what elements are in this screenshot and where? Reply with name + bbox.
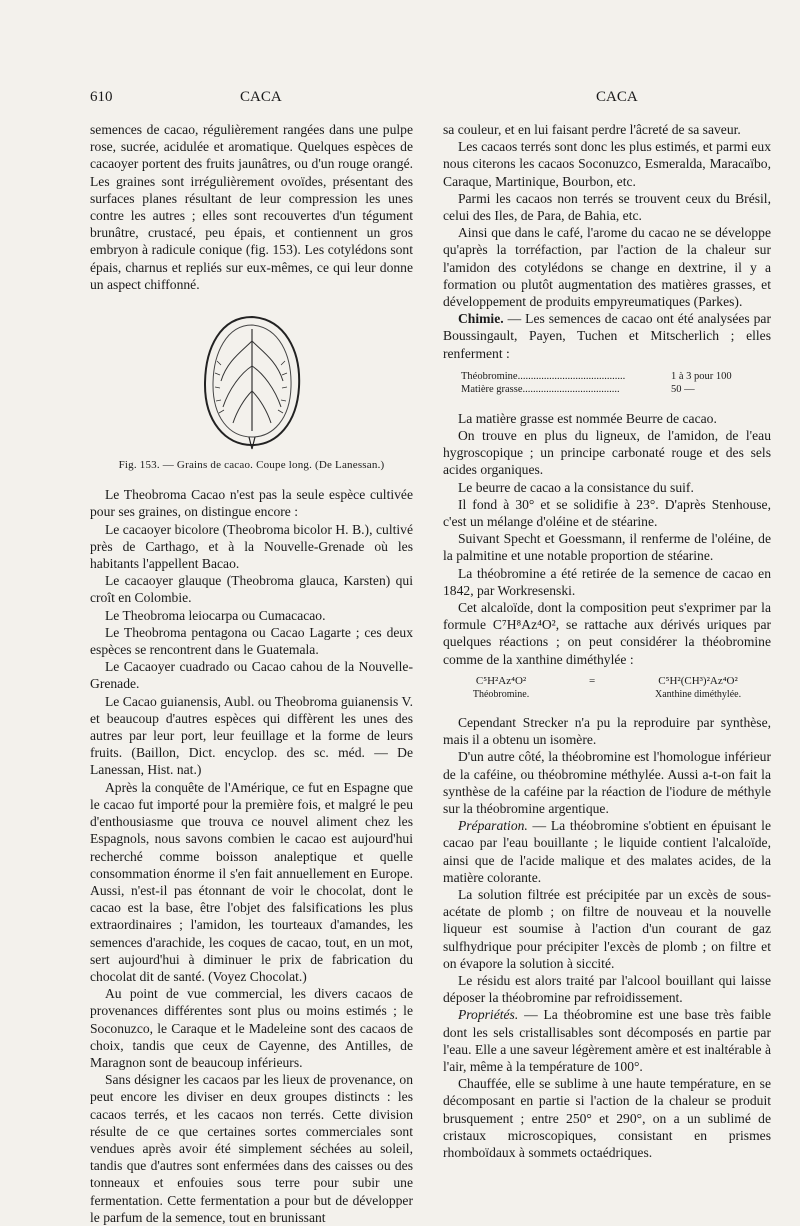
paragraph: Après la conquête de l'Amérique, ce fut en Espagne que le cacao fut importé pour la première fois, et malgré le peu d'enthousiasme que trouva ce nouvel aliment chez les Espagnols, nous savons combien le cacao est aujourd'hui recherché comme boisson analeptique et quelle consommation énorme il s'en fait annuellement en Europe. Aussi, n'est-il pas étonnant de voir le chocolat, dont le cacao est la base, être l'objet des falsifications les plus extraordinaires ; l'amidon, les tourteaux d'amandes, les semences d'arachide, les coques de cacao, tout, en un mot, sert aujourd'hui à diminuer le prix de fabrication du chocolat dit de santé. (Voyez Chocolat.) bbox=[90, 779, 413, 984]
paragraph: Cet alcaloïde, dont la composition peut s'exprimer par la formule C⁷H⁸Az⁴O², se rattache aux dérivés uriques par quelques réactions ; on peut considérer la théobromine comme de la xanthine diméthylée : bbox=[443, 600, 771, 667]
paragraph: Le résidu est alors traité par l'alcool bouillant qui laisse déposer la théobromine par refroidissement. bbox=[443, 972, 771, 1006]
paragraph: Au point de vue commercial, les divers cacaos de provenances différentes sont plus ou moins estimés ; le Soconuzco, le Caraque et le Madeleine sont des cacaos de choix, tandis que ceux de Cayenne, des Antilles, de Maragnon sont de beaucoup inférieurs. bbox=[90, 986, 413, 1070]
paragraph: La matière grasse est nommée Beurre de cacao. bbox=[457, 410, 717, 426]
paragraph: On trouve en plus du ligneux, de l'amidon, de l'eau hygroscopique ; un principe carbonaté rouge et des sels acides organiques. bbox=[443, 428, 771, 478]
paragraph: Le cacaoyer glauque (Theobroma glauca, Karsten) qui croît en Colombie. bbox=[90, 573, 413, 606]
paragraph: La solution filtrée est précipitée par un excès de sous-acétate de plomb ; on filtre de nouveau et la nouvelle liqueur est soumise à l'action d'un courant de gaz sulfhydrique pour précipiter l'excès de plomb ; on filtre et on évapore la solution à siccité. bbox=[443, 886, 771, 971]
right-column bbox=[443, 121, 771, 1161]
paragraph: Préparation. — La théobromine s'obtient en épuisant le cacao par l'eau bouillante ; le liquide contient l'alcaloïde, ainsi que de l'acide malique et des malates acides, de la matière colorante. bbox=[443, 818, 771, 885]
figure-caption: Fig. 153. — Grains de cacao. Coupe long. (De Lanessan.) bbox=[118, 459, 385, 472]
composition-table bbox=[461, 370, 771, 396]
paragraph: Sans désigner les cacaos par les lieux de provenance, on peut encore les diviser en deux groupes distincts : les cacaos terrés, et les cacaos non terrés. Cette division résulte de ce que certaines sortes commerciales sont vendues après avoir été simplement séchées au soleil, tandis que d'autres sont enfermées dans des caisses ou des tonneaux et enfouies sous terre pour subir une fermentation. Cette fermentation a pour but de développer le parfum de la semence, tout en brunissant bbox=[90, 1072, 413, 1225]
section-heading-chimie: Chimie. bbox=[457, 311, 504, 327]
paragraph: Le cacaoyer bicolore (Theobroma bicolor H. B.), cultivé près de Carthago, et à la Nouvelle-Grenade où les habitants l'appellent Bacao. bbox=[90, 521, 413, 572]
paragraph: semences de cacao, régulièrement rangées dans une pulpe rose, sucrée, acidulée et aromatique. Quelques espèces de cacaoyer portent des fruits jaunâtres, ou d'un rouge orangé. Les graines sont irrégulièrement ovoïdes, présentant des surfaces planes résultant de leur compression les unes contre les autres ; elles sont recouvertes d'un tégument brunâtre, crustacé, peu épais, et contiennent un gros embryon à radicule conique (fig. 153). Les cotylédons sont épais, charnus et repliés sur eux-mêmes, ce qui leur donne un aspect chiffonné. bbox=[90, 122, 413, 292]
left-running-title: CACA bbox=[240, 89, 282, 105]
composition-row: Théobromine......................................... 1 à 3 pour 100 bbox=[461, 370, 732, 382]
composition-row: Matière grasse..................................... 50 — bbox=[461, 383, 695, 395]
paragraph: Cependant Strecker n'a pu la reproduire par synthèse, mais il a obtenu un isomère. bbox=[443, 714, 771, 748]
paragraph: Parmi les cacaos non terrés se trouvent ceux du Brésil, celui des Iles, de Para, de Bahia, etc. bbox=[443, 190, 771, 224]
paragraph: Chauffée, elle se sublime à une haute température, en se décomposant en partie si l'action de la chaleur se produit brusquement ; entre 250° et 290°, on a un sublimé de cristaux microscopiques, consistant en prismes rhomboïdaux à sommets octaédriques. bbox=[443, 1076, 771, 1160]
paragraph: Le Cacaoyer cuadrado ou Cacao cahou de la Nouvelle-Grenade. bbox=[90, 659, 413, 692]
paragraph: Propriétés. — La théobromine est une base très faible dont les sels cristallisables sont décomposés en partie par l'eau. Elle a une saveur légèrement amère et est inaltérable à l'air, même à la température de 100°. bbox=[443, 1007, 771, 1074]
chemical-formula: C⁵H²Az⁴O² Théobromine. = C⁵H²(CH³)²Az⁴O² Xanthine diméthylée. bbox=[472, 674, 742, 700]
section-heading-proprietes: Propriétés. bbox=[457, 1007, 519, 1023]
paragraph: D'un autre côté, la théobromine est l'homologue inférieur de la caféine, ou théobromine méthylée. Aussi a-t-on fait la synthèse de la caféine par la réaction de l'iodure de méthyle sur la théobromine argentique. bbox=[443, 749, 771, 816]
paragraph: Ainsi que dans le café, l'arome du cacao ne se développe qu'après la torréfaction, par l'action de la chaleur sur l'amidon des cotylédons se change en dextrine, il y a formation ou plutôt augmentation des matières grasses, et développement de produits empyreumatiques (Parkes). bbox=[443, 225, 771, 310]
paragraph: Suivant Specht et Goessmann, il renferme de l'oléine, de la palmitine et une notable proportion de stéarine. bbox=[443, 531, 771, 564]
paragraph: Le beurre de cacao a la consistance du suif. bbox=[457, 479, 694, 495]
paragraph: La théobromine a été retirée de la semence de cacao en 1842, par Workresenski. bbox=[443, 565, 771, 598]
cacao-grain-figure bbox=[197, 311, 307, 451]
section-heading-preparation: Préparation. bbox=[457, 818, 528, 834]
paragraph: Le Cacao guianensis, Aubl. ou Theobroma guianensis V. et beaucoup d'autres espèces qui diffèrent les unes des autres par leur port, leur feuillage et la forme de leurs fruits. (Baillon, Dict. encyclop. des sc. méd. — De Lanessan, Hist. nat.) bbox=[90, 693, 413, 778]
paragraph: Le Theobroma Cacao n'est pas la seule espèce cultivée pour ses graines, on distingue encore : bbox=[90, 487, 413, 520]
paragraph: Le Theobroma pentagona ou Cacao Lagarte ; ces deux espèces se rencontrent dans le Guatemala. bbox=[90, 624, 413, 658]
page-number: 610 bbox=[90, 89, 113, 105]
paragraph: Il fond à 30° et se solidifie à 23°. D'après Stenhouse, c'est un mélange d'oléine et de stéarine. bbox=[443, 496, 771, 530]
paragraph: sa couleur, et en lui faisant perdre l'âcreté de sa saveur. bbox=[443, 122, 741, 137]
page-header bbox=[90, 89, 740, 111]
right-running-title: CACA bbox=[596, 89, 638, 105]
paragraph: Les cacaos terrés sont donc les plus estimés, et parmi eux nous citerons les cacaos Soconuzco, Esmeralda, Maracaïbo, Caraque, Martinique, Bourbon, etc. bbox=[443, 139, 771, 189]
left-column bbox=[90, 121, 413, 1226]
paragraph: Chimie. — Les semences de cacao ont été analysées par Boussingault, Payen, Tuchen et Mitscherlich ; elles renferment : bbox=[443, 311, 771, 361]
paragraph: Le Theobroma leiocarpa ou Cumacacao. bbox=[104, 607, 326, 623]
